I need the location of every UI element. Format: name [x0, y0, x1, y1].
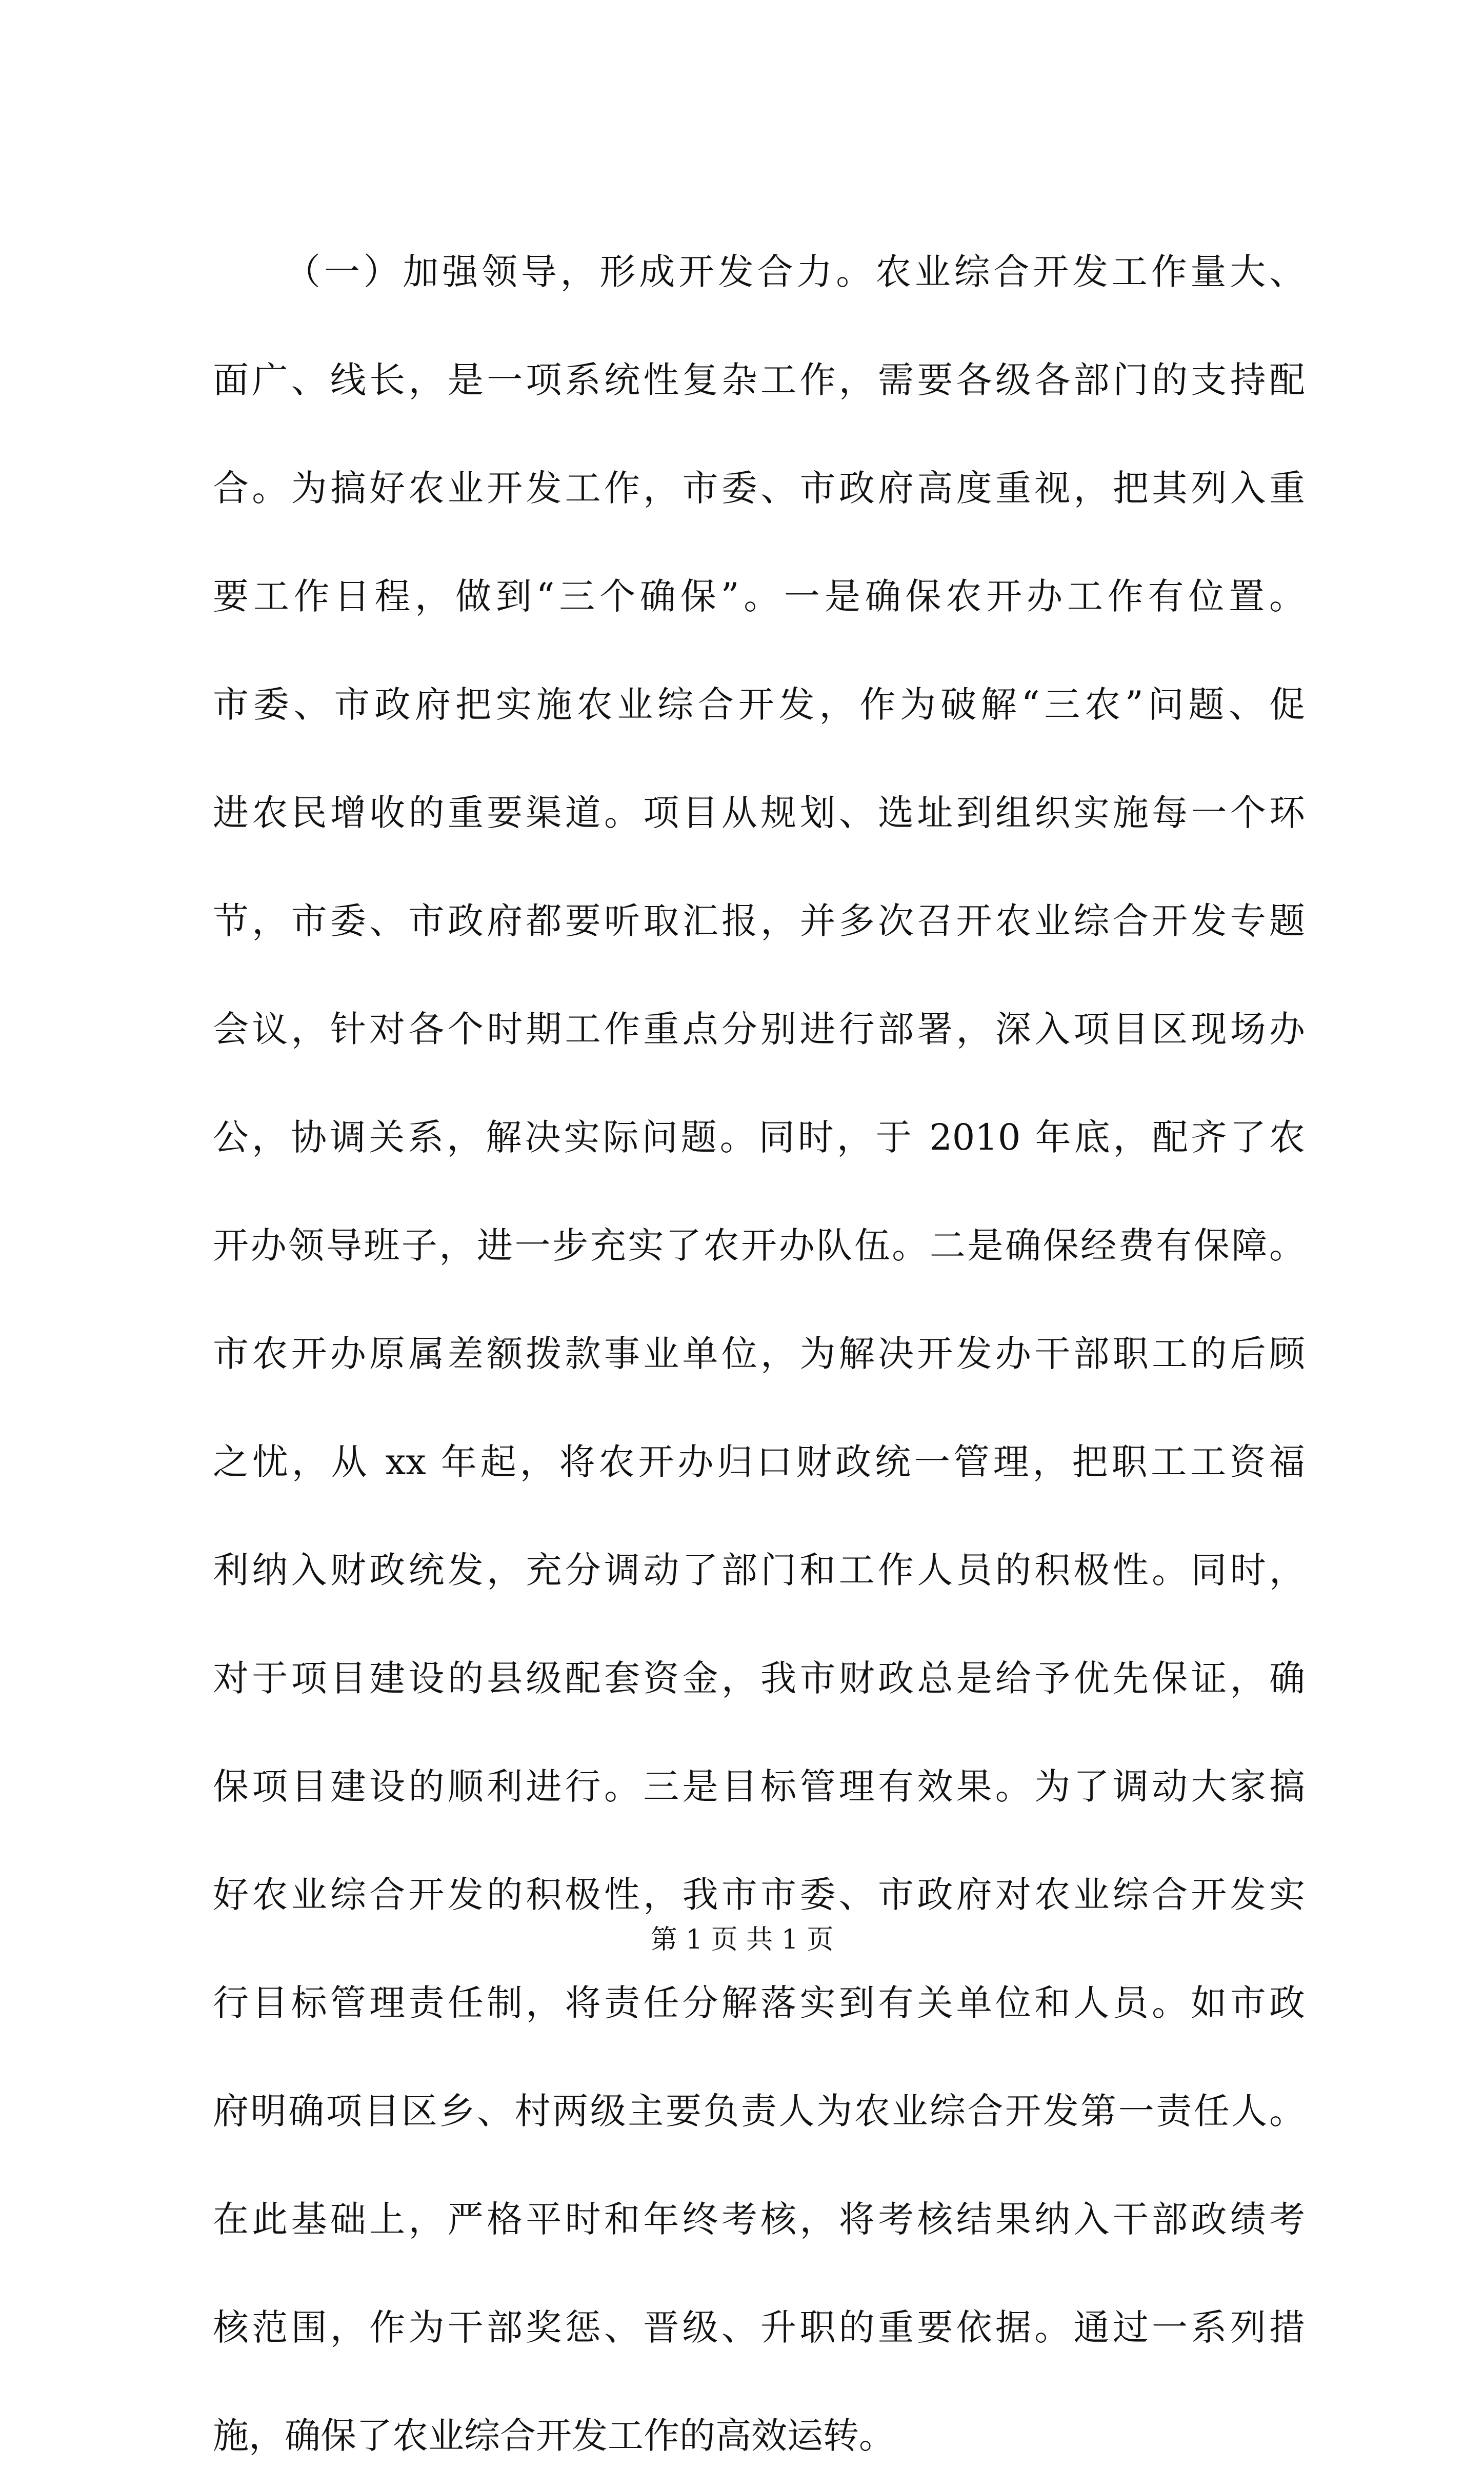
paragraph-line: 府明确项目区乡、村两级主要负责人为农业综合开发第一责任人。: [213, 2090, 1305, 2132]
paragraph-line: 开办领导班子，进一步充实了农开办队伍。二是确保经费有保障。: [213, 1224, 1305, 1267]
paragraph-line: 进农民增收的重要渠道。项目从规划、选址到组织实施每一个环: [213, 792, 1305, 834]
paragraph-line: 利纳入财政统发，充分调动了部门和工作人员的积极性。同时，: [213, 1549, 1305, 1591]
paragraph-line: 核范围，作为干部奖惩、晋级、升职的重要依据。通过一系列措: [213, 2306, 1305, 2348]
paragraph-line: 行目标管理责任制，将责任分解落实到有关单位和人员。如市政: [213, 1982, 1305, 2024]
paragraph-line: 之忧，从 xx 年起，将农开办归口财政统一管理，把职工工资福: [213, 1441, 1305, 1483]
paragraph-line: 市农开办原属差额拨款事业单位，为解决开发办干部职工的后顾: [213, 1333, 1305, 1375]
paragraph-line: 好农业综合开发的积极性，我市市委、市政府对农业综合开发实: [213, 1874, 1305, 1916]
paragraph-line: 节，市委、市政府都要听取汇报，并多次召开农业综合开发专题: [213, 900, 1305, 942]
paragraph-line: （一）加强领导，形成开发合力。农业综合开发工作量大、: [285, 251, 1305, 293]
paragraph-line: 对于项目建设的县级配套资金，我市财政总是给予优先保证，确: [213, 1657, 1305, 1699]
body-paragraph: [213, 218, 1305, 2490]
paragraph-line: 市委、市政府把实施农业综合开发，作为破解“三农”问题、促: [213, 684, 1305, 726]
paragraph-line: 保项目建设的顺利进行。三是目标管理有效果。为了调动大家搞: [213, 1765, 1305, 1808]
paragraph-line: 会议，针对各个时期工作重点分别进行部署，深入项目区现场办: [213, 1008, 1305, 1050]
paragraph-line: 施，确保了农业综合开发工作的高效运转。: [213, 2415, 895, 2457]
paragraph-line: 面广、线长，是一项系统性复杂工作，需要各级各部门的支持配: [213, 359, 1305, 401]
page-footer: 第 1 页 共 1 页: [650, 1924, 834, 1955]
paragraph-line: 合。为搞好农业开发工作，市委、市政府高度重视，把其列入重: [213, 467, 1305, 509]
paragraph-line: 公，协调关系，解决实际问题。同时，于 2010 年底，配齐了农: [213, 1116, 1305, 1158]
paragraph-line: 在此基础上，严格平时和年终考核，将考核结果纳入干部政绩考: [213, 2198, 1305, 2240]
paragraph-line: 要工作日程，做到“三个确保”。一是确保农开办工作有位置。: [213, 575, 1305, 617]
